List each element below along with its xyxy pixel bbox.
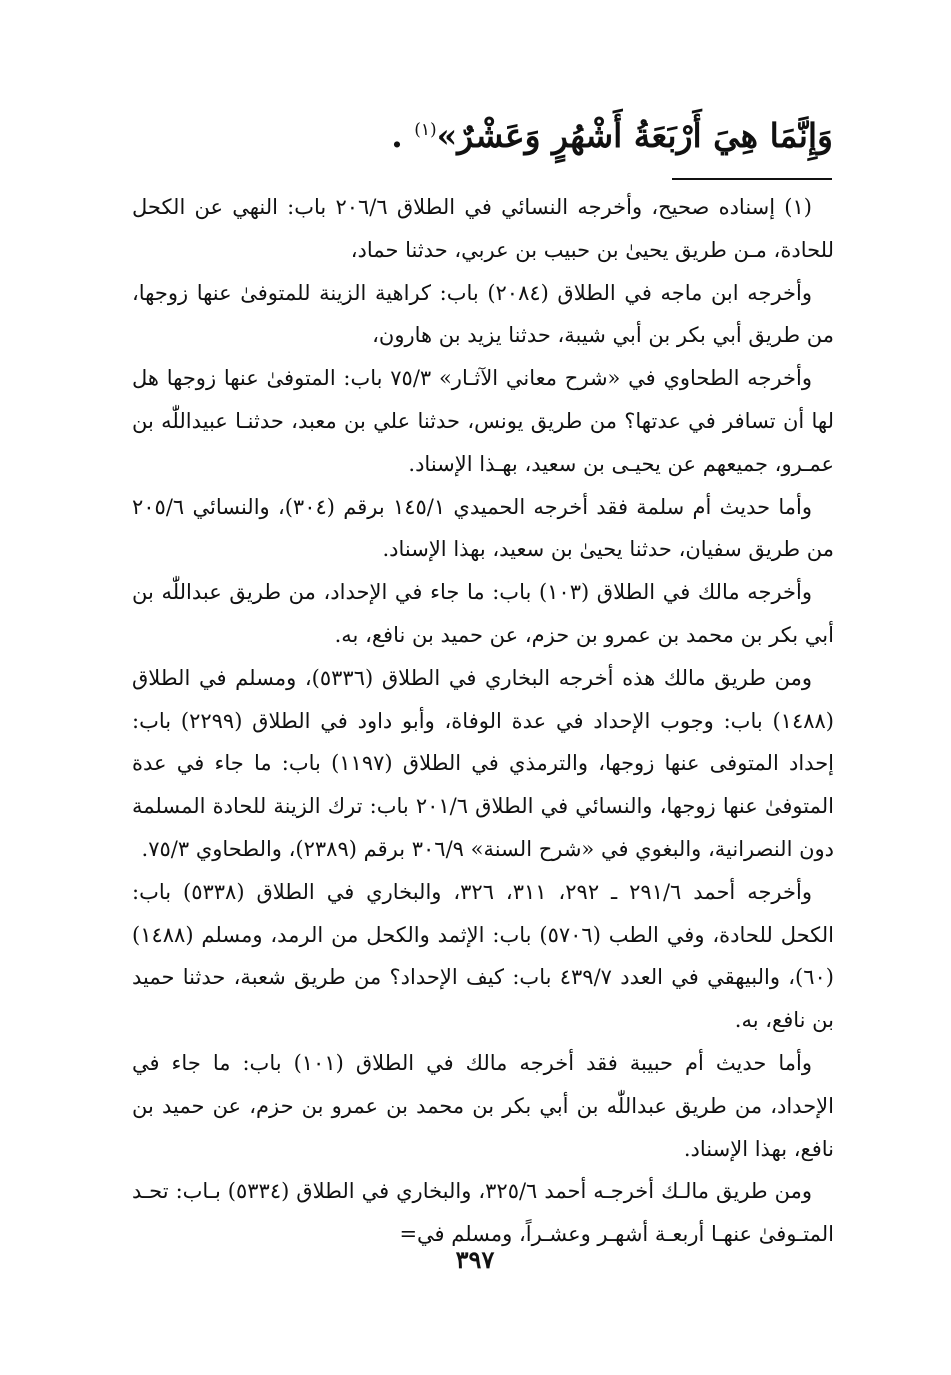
end-period: . xyxy=(391,116,403,155)
footnote-paragraph: وأخرجه مالك في الطلاق (١٠٣) باب: ما جاء في الإحداد، من طريق عبداللّٰه بن أبي بكر بن محمد بن عمرو بن حزم، عن حميد بن نافع، به. xyxy=(132,580,834,647)
footnote-paragraph: وأما حديث أم حبيبة فقد أخرجه مالك في الطلاق (١٠١) باب: ما جاء في الإحداد، من طريق عبداللّٰه بن أبي بكر بن محمد بن عمرو بن حزم، عن حميد بن نافع، بهذا الإسناد. xyxy=(132,1050,834,1161)
footnote-paragraph: ومن طريق مالك هذه أخرجه البخاري في الطلاق (٥٣٣٦)، ومسلم في الطلاق (١٤٨٨) باب: وجوب الإحداد في عدة الوفاة، وأبو داود في الطلاق (٢٢٩٩) باب: إحداد المتوفى عنها زوجها، والترمذي في الطلاق (١١٩٧) باب: ما جاء في عدة المتوفىٰ عنها زوجها، والنسائي في الطلاق ٢٠١/٦ باب: ترك الزينة للحادة المسلمة دون النصرانية، والبغوي في «شرح السنة» ٣٠٦/٩ برقم (٢٣٨٩)، والطحاوي ٧٥/٣. xyxy=(132,665,835,861)
footnote-paragraph: وأخرجه أحمد ٢٩١/٦ ـ ٢٩٢، ٣١١، ٣٢٦، والبخاري في الطلاق (٥٣٣٨) باب: الكحل للحادة، وفي الطب (٥٧٠٦) باب: الإثمد والكحل من الرمد، ومسلم (١٤٨٨) (٦٠)، والبيهقي في العدد ٤٣٩/٧ باب: كيف الإحداد؟ من طريق شعبة، حدثنا حميد بن نافع، به. xyxy=(132,879,834,1033)
footnote-divider xyxy=(672,178,832,180)
footnote-paragraph: (١) إسناده صحيح، وأخرجه النسائي في الطلاق ٢٠٦/٦ باب: النهي عن الكحل للحادة، مـن طريق يحيىٰ بن حبيب بن عربي، حدثنا حماد، xyxy=(132,195,834,262)
quranic-verse: وَإِنَّمَا هِيَ أَرْبَعَةُ أَشْهُرٍ وَعَشْرٌ» xyxy=(436,116,833,155)
page-number: ٣٩٧ xyxy=(455,1245,495,1274)
footnote-paragraph: وأخرجه ابن ماجه في الطلاق (٢٠٨٤) باب: كراهية الزينة للمتوفىٰ عنها زوجها، من طريق أبي بكر بن أبي شيبة، حدثنا يزيد بن هارون، xyxy=(132,280,834,348)
footnote-paragraph: ومن طريق مالـك أخرجـه أحمد ٣٢٥/٦، والبخاري في الطلاق (٥٣٣٤) بـاب: تحـد المتـوفىٰ عنهـا أربعـة أشهـر وعشـراً، ومسلم في= xyxy=(132,1179,834,1247)
footnotes-section xyxy=(132,186,834,1256)
footnote-reference: (١) xyxy=(414,120,437,140)
main-text-line xyxy=(133,104,833,162)
footnote-paragraph: وأخرجه الطحاوي في «شرح معاني الآثـار» ٧٥/٣ باب: المتوفىٰ عنها زوجها هل لها أن تسافر في عدتها؟ من طريق يونس، حدثنا علي بن معبد، حدثنـا عبيداللّٰه بن عمـرو، جميعهم عن يحيـى بن سعيد، بهـذا الإسناد. xyxy=(132,366,834,476)
footnote-paragraph: وأما حديث أم سلمة فقد أخرجه الحميدي ١٤٥/١ برقم (٣٠٤)، والنسائي ٢٠٥/٦ من طريق سفيان، حدثنا يحيىٰ بن سعيد، بهذا الإسناد. xyxy=(132,494,834,562)
